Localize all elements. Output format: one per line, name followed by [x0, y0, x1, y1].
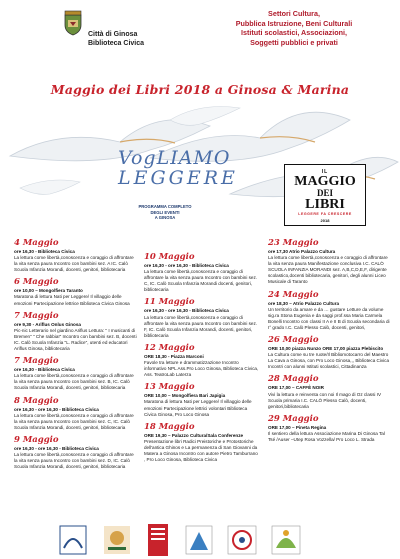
sponsor-line: Pubblica Istruzione, Beni Culturali: [235, 18, 353, 28]
event-item: [14, 311, 138, 352]
hero-headline: [118, 148, 238, 188]
program-caption: [120, 204, 210, 221]
event-item: [14, 435, 138, 470]
partner-logo-6-icon: [272, 526, 300, 554]
library-line: Biblioteca Civica: [88, 40, 145, 47]
footer-logos: [0, 520, 400, 559]
event-time: ore 16,30 - ore 16,30 - Biblioteca Civica: [14, 445, 99, 451]
event-date: 23 Maggio: [268, 238, 319, 248]
event-description: La lettura come libertà,conoscenza e coraggio di affrontare la vita senza paura Incontro con bambini sez. A IC. Calò Scuola Infanzia Morandi, docenti, genitori, bibliotecaria: [14, 255, 134, 273]
city-name: [88, 30, 144, 48]
sponsors-block: [206, 9, 382, 47]
event-description: Vivi la lettura e reinventa con noi Il mago di Oz classi IV Scuola primaria I.C. CALÒ Plesso Calò, docenti, genitori,bibliotecaria: [268, 391, 382, 409]
event-time: ORE 10,00 piazza Nunzo ORE 17,00 piazza Plebiscito: [268, 346, 384, 352]
event-date: 7 Maggio: [14, 310, 59, 321]
event-time: ORE 17,00 – CAFFÈ NOIR: [268, 385, 324, 391]
event-description: La Cultura come su tre ruote/Il Bibliomotocarro del Maestro La Cava a Ginosa, con Pro Loco Ginosa,,, Biblioteca Civica Incontri con alunni Istituti scolastici, Cittadinanza: [268, 352, 390, 370]
event-time: ORE 10,00 – Mongolfiera Bari Japigia: [144, 393, 226, 399]
maggio-dei-libri-logo: [284, 164, 366, 226]
partner-logo-4-icon: [186, 526, 212, 554]
event-time: ORE 18,30 - Piazza Marconi: [144, 353, 204, 359]
event-date: 11 Maggio: [144, 297, 195, 308]
event-date: 24 Maggio: [268, 289, 319, 300]
event-item: [144, 343, 260, 378]
program-line: PROGRAMMA COMPLETO: [138, 204, 192, 209]
event-date: 18 Maggio: [144, 421, 195, 432]
logo-top-text: IL: [321, 169, 329, 175]
event-time: ore 18,30 – Atrio Palazzo Cultura: [268, 300, 340, 306]
event-description: Il sentiero della lettura Associazione Marina Di Ginosa Tal Tsé /Auser –Utep Rosa Vozzella/ Pro Loco L. Strada: [268, 430, 385, 442]
event-date: 29 Maggio: [268, 413, 319, 424]
sponsor-line: Soggetti pubblici e privati: [250, 37, 338, 47]
logo-word: DEI: [316, 188, 333, 198]
logo-word: LIBRI: [305, 197, 345, 212]
event-description: La lettura come libertà,conoscenza e coraggio di affrontare la vita senza paura Incontro con bambini sez. D, IC. Calò Scuola Infanzia Morandi, docenti, genitori, bibliotecaria: [14, 451, 134, 470]
event-description: Presentazione libri Radici Preistoriche e Protostoriche dell'antica Ghinos e La permanenza di San Giovanni da Matera a Ginosa Incontro con autore Pietro Tamburrano , Pro Loco Ginosa, Biblioteca Civica: [144, 438, 258, 463]
event-description: Pic-nic Letterario nel giardino Ariflus Lettura: " I musicanti di Bremen" " Che rabbia!" Incontro con bambini sez. B, docenti IC. Calò Scuola Infanzia "L. Radice", utenti ed educatori Ariflus Ginosa, bibliotecaria: [14, 327, 137, 352]
event-date: 13 Maggio: [144, 382, 195, 393]
event-item: [268, 374, 392, 409]
event-description: La lettura come libertà,conoscenza e coraggio di affrontare la vita senza paura Incontro con bambini sez. C, IC. Calò Scuola Infanzia Morandi, docenti, genitori, bibliotecaria: [14, 412, 134, 430]
event-item: [14, 356, 138, 391]
sponsor-line: Istituti scolastici, Associazioni,: [241, 28, 347, 37]
hero-line: VogLIAMO: [118, 147, 231, 169]
event-date: 10 Maggio: [144, 252, 195, 262]
event-item: [144, 252, 260, 293]
event-description: Favole tra letture e drammatizzazione Incontro informativo NPL Ass.Pro Loco Ginosa, Biblioteca Civica, Ass. TeatroLab Laterza: [144, 360, 259, 378]
partner-logo-2-icon: [104, 526, 130, 554]
event-item: [268, 238, 392, 286]
event-time: ore 16,30 - Biblioteca Civica: [14, 367, 75, 373]
event-time: ore 10,00 – Mongolfiera Taranto: [14, 288, 83, 294]
event-item: [268, 414, 392, 443]
logo-year: 2018: [320, 218, 330, 223]
event-item: [144, 297, 260, 338]
event-date: 6 Maggio: [14, 277, 59, 288]
page-title: Maggio dei Libri 2018 a Ginosa & Marina: [50, 82, 350, 97]
event-item: [144, 382, 260, 417]
event-date: 28 Maggio: [268, 374, 319, 385]
event-time: ore 16,30 - ore 16,30 - Biblioteca Civica: [14, 406, 99, 412]
event-date: 7 Maggio: [14, 356, 59, 367]
event-date: 8 Maggio: [14, 395, 59, 406]
program-column-3: [268, 238, 392, 447]
event-description: La lettura come libertà,conoscenza e coraggio di affrontare la vita senza paura Manifestazione conclusiva I.C. CALÒ SCUOLA INFANZIA MORANDI sez. A,B,C,D,E,F, dirigente scolastico,docenti bibliotecaria, genitori, degli alunni Liceo Musicale di Taranto: [268, 255, 388, 285]
logo-tagline: LEGGERE FA CRESCERE: [298, 212, 352, 216]
event-item: [14, 396, 138, 431]
event-description: La lettura come libertà,conoscenza e coraggio di affrontare la vita senza paura Incontro con bambini sez. B, IC. Calò Scuola Infanzia Morandi, docenti, genitori, bibliotecaria: [14, 373, 134, 391]
event-time: ore 16,30 - ore 16,30 - Biblioteca Civica: [144, 308, 229, 314]
sponsor-line: Settori Cultura,: [268, 9, 320, 18]
event-description: La lettura come libertà,conoscenza e coraggio di affrontare la vita senza paura Incontro con bambini sez. C, IC. Calò Scuola Infanzia Morandi docenti, genitori, bibliotecaria: [144, 269, 258, 293]
program-column-1: [14, 238, 138, 474]
event-date: 4 Maggio: [14, 238, 59, 248]
event-time: ORE 17,00 – Pineta Regina: [268, 424, 327, 430]
program-line: DEGLI EVENTI: [150, 209, 180, 215]
event-item: [14, 238, 138, 273]
event-time: ore 16,30 - Biblioteca Civica: [14, 249, 75, 254]
event-date: 26 Maggio: [268, 335, 319, 346]
program-column-2: [144, 252, 260, 467]
event-description: La lettura come libertà,conoscenza e coraggio di affrontare la vita senza paura Incontro con bambini sez. F, IC. Calò Scuola Infanzia Morandi, docenti, genitori, bibliotecaria: [144, 314, 258, 338]
event-description: Maratona di lettura Nati per Leggere/ Il villaggio delle emozioni Partecipazione lettrici volontari Biblioteca Civica Ginosa, Pro Loco Ginosa: [144, 399, 252, 417]
event-time: ORE 19,30 – Palazzo Cultura/Sala Conferenze: [144, 432, 244, 438]
partner-logo-3-icon: [148, 524, 168, 556]
partner-logo-5-icon: [228, 526, 256, 554]
event-time: ore 9,30 - Ariflus Onlus Ginosa: [14, 321, 81, 327]
event-item: [268, 335, 392, 370]
event-date: 12 Maggio: [144, 342, 195, 353]
event-item: [268, 290, 392, 331]
event-time: ore 17,30 Atrio Palazzo Cultura: [268, 249, 336, 254]
event-description: Maratona di lettura Nati per Leggere/ Il villaggio delle emozioni Partecipazione lettrice Biblioteca Civica Ginosa: [14, 294, 130, 306]
program-line: A GINOSA: [154, 215, 176, 220]
city-crest-icon: [62, 10, 84, 36]
header: [0, 0, 400, 80]
hero-line: LEGGERE: [118, 167, 238, 189]
logo-main-text: [285, 175, 365, 212]
event-date: 9 Maggio: [14, 434, 59, 445]
event-time: ore 16,30 - ore 16,30 - Biblioteca Civica: [144, 263, 229, 268]
event-item: [14, 277, 138, 306]
city-line: Città di Ginosa: [88, 31, 138, 38]
event-item: [144, 422, 260, 463]
partner-logo-1-icon: [60, 526, 86, 554]
event-description: Un territorio da amare e da … gustare Letture da volume sig.ra Stona Eugenia e da saggi prof.ssa Maria Carmela Bonelli Incontro con classi II A e II B di Scuola secondaria di I° grado I.C. Calò Plesso Calò, docenti, genitori,: [268, 306, 390, 330]
logo-word: MAGGIO: [294, 174, 356, 189]
